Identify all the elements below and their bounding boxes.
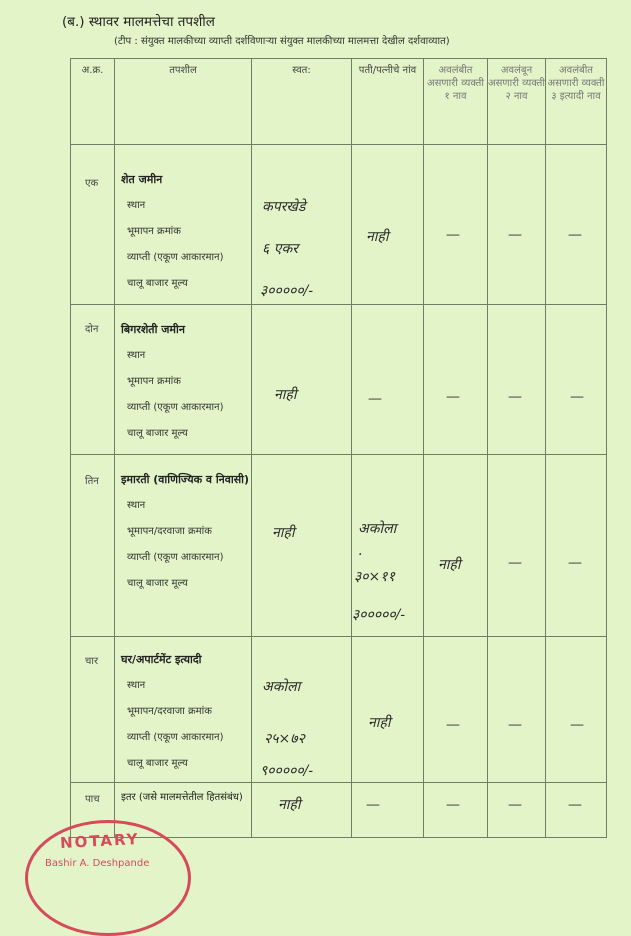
handwritten-value: नाही (274, 387, 297, 403)
spouse-cell (352, 637, 424, 783)
handwritten-value: — (568, 797, 582, 813)
handwritten-value: नाही (366, 229, 389, 245)
handwritten-value: — (508, 227, 522, 243)
header-row (71, 59, 607, 145)
detail-line: स्थान (127, 680, 146, 691)
spouse-cell (352, 305, 424, 455)
dep3-cell (546, 783, 607, 838)
detail-line: स्थान (127, 350, 146, 361)
handwritten-value: — (508, 389, 522, 405)
col-header: पती/पत्नीचे नांव (352, 59, 424, 145)
dep2-cell (488, 305, 546, 455)
handwritten-value: — (570, 717, 584, 733)
detail-line: चालू बाजार मूल्य (127, 758, 188, 769)
handwritten-value: — (508, 717, 522, 733)
table-row (71, 455, 607, 637)
handwritten-value: — (366, 797, 380, 813)
handwritten-value: — (446, 389, 460, 405)
handwritten-value: नाही (272, 525, 295, 541)
detail-line: स्थान (127, 500, 146, 511)
spouse-cell (352, 783, 424, 838)
col-header: अवलंबीत असणारी व्यक्ती ३ इत्यादी नाव (546, 59, 607, 145)
detail-line: व्याप्ती (एकूण आकारमान) (127, 252, 224, 263)
detail-line: भूमापन क्रमांक (127, 376, 181, 387)
table-row (71, 637, 607, 783)
handwritten-value: — (446, 717, 460, 733)
handwritten-value: — (508, 555, 522, 571)
handwritten-value: नाही (278, 797, 301, 813)
row-details (115, 145, 252, 305)
dep2-cell (488, 455, 546, 637)
dep1-cell (424, 637, 488, 783)
table-row (71, 145, 607, 305)
section-heading: (ब.) स्थावर मालमत्तेचा तपशील (62, 14, 215, 30)
row-index: चार (71, 637, 115, 783)
detail-line: चालू बाजार मूल्य (127, 278, 188, 289)
handwritten-value: — (570, 389, 584, 405)
dep1-cell (424, 455, 488, 637)
self-cell (252, 145, 352, 305)
row-title: बिगरशेती जमीन (121, 323, 185, 336)
handwritten-value: — (568, 555, 582, 571)
detail-line: स्थान (127, 200, 146, 211)
row-index: तिन (71, 455, 115, 637)
self-cell (252, 455, 352, 637)
col-header: तपशील (115, 59, 252, 145)
detail-line: व्याप्ती (एकूण आकारमान) (127, 402, 224, 413)
handwritten-value: २५×७२ (264, 731, 305, 747)
detail-line: भूमापन/दरवाजा क्रमांक (127, 526, 212, 537)
self-cell (252, 783, 352, 838)
col-header: अवलंबून असणारी व्यक्ती २ नाव (488, 59, 546, 145)
detail-line: भूमापन क्रमांक (127, 226, 181, 237)
dep1-cell (424, 305, 488, 455)
row-index: पाच (71, 783, 115, 838)
row-index: एक (71, 145, 115, 305)
detail-line: चालू बाजार मूल्य (127, 428, 188, 439)
spouse-cell (352, 145, 424, 305)
handwritten-value: ६ एकर (262, 241, 298, 257)
notary-stamp-name: Bashir A. Deshpande (45, 858, 150, 869)
handwritten-value: . (358, 543, 363, 559)
handwritten-value: नाही (438, 557, 461, 573)
row-details (115, 637, 252, 783)
col-header: अवलंबीत असणारी व्यक्ती १ नाव (424, 59, 488, 145)
handwritten-value: — (568, 227, 582, 243)
self-cell (252, 637, 352, 783)
section-note: (टीप : संयुक्त मालकीच्या व्याप्ती दर्शविणाऱ्या संयुक्त मालकीच्या मालमत्ता देखील दर्शवाव्यात) (114, 36, 450, 47)
dep3-cell (546, 145, 607, 305)
row-title: इतर (जसे मालमत्तेतील हितसंबंध) (121, 792, 243, 803)
dep3-cell (546, 637, 607, 783)
handwritten-value: ३०००००/- (260, 283, 314, 299)
dep1-cell (424, 783, 488, 838)
row-details (115, 455, 252, 637)
row-details (115, 305, 252, 455)
detail-line: व्याप्ती (एकूण आकारमान) (127, 732, 224, 743)
handwritten-value: ३०×११ (354, 569, 395, 585)
notary-stamp-label: NOTARY (59, 829, 140, 853)
dep2-cell (488, 145, 546, 305)
dep1-cell (424, 145, 488, 305)
table-row (71, 305, 607, 455)
handwritten-value: ९०००००/- (260, 763, 314, 779)
row-title: इमारती (वाणिज्यिक व निवासी) (121, 473, 250, 486)
dep3-cell (546, 455, 607, 637)
spouse-cell (352, 455, 424, 637)
handwritten-value: ३०००००/- (352, 607, 406, 623)
handwritten-value: अकोला (262, 679, 301, 695)
row-index: दोन (71, 305, 115, 455)
dep2-cell (488, 637, 546, 783)
handwritten-value: — (446, 797, 460, 813)
col-header: अ.क्र. (71, 59, 115, 145)
handwritten-value: — (368, 391, 382, 407)
row-title: घर/अपार्टमेंट इत्यादी (121, 653, 202, 666)
handwritten-value: कपरखेडे (262, 199, 306, 215)
handwritten-value: नाही (368, 715, 391, 731)
detail-line: व्याप्ती (एकूण आकारमान) (127, 552, 224, 563)
detail-line: भूमापन/दरवाजा क्रमांक (127, 706, 212, 717)
row-title: शेत जमीन (121, 173, 163, 186)
dep2-cell (488, 783, 546, 838)
col-header: स्वत: (252, 59, 352, 145)
self-cell (252, 305, 352, 455)
dep3-cell (546, 305, 607, 455)
property-table (70, 58, 607, 838)
detail-line: चालू बाजार मूल्य (127, 578, 188, 589)
handwritten-value: अकोला (358, 521, 397, 537)
handwritten-value: — (446, 227, 460, 243)
handwritten-value: — (508, 797, 522, 813)
